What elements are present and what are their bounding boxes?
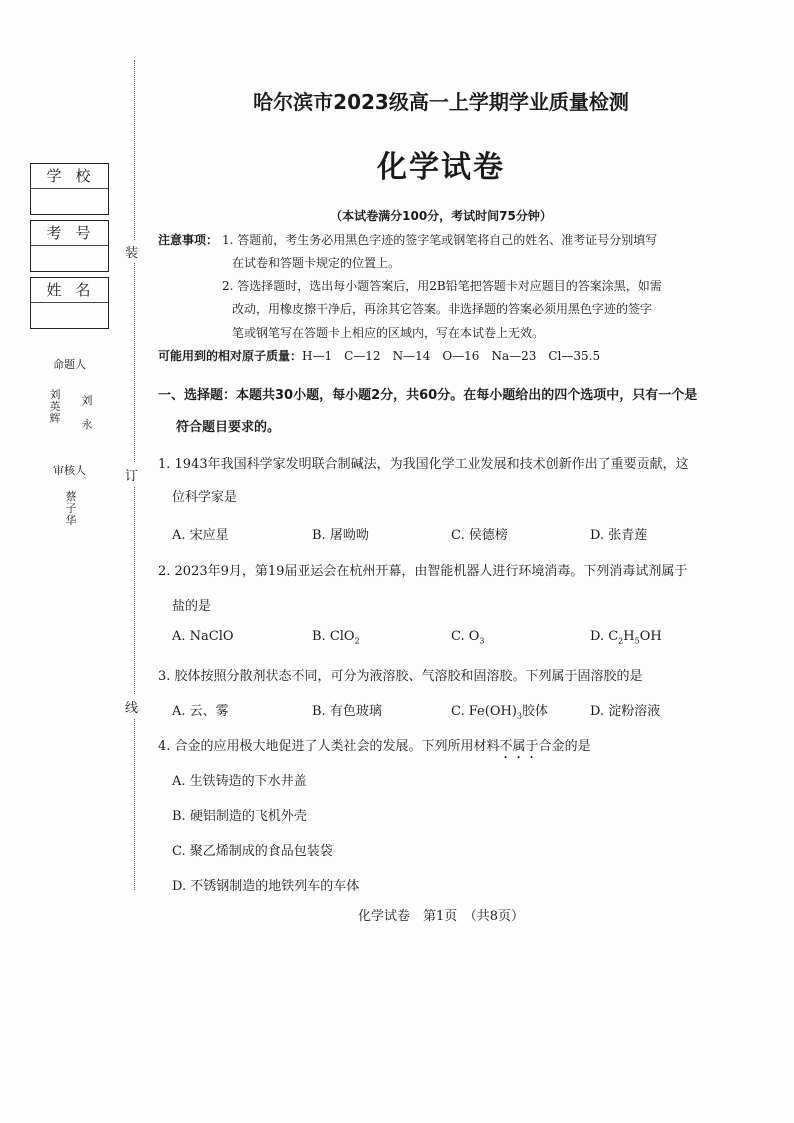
notice-item-1-line-2: 在试卷和答题卡规定的位置上。	[232, 256, 401, 270]
option-text: H	[623, 629, 635, 644]
option-text: C. O	[451, 629, 480, 644]
exam-info: （本试卷满分100分，考试时间75分钟）	[330, 209, 552, 223]
exam-title: 哈尔滨市2023级高一上学期学业质量检测	[253, 90, 629, 114]
notice-item-2-line-3: 笔或钢笔写在答题卡上相应的区域内，写在本试卷上无效。	[232, 326, 545, 340]
school-label: 学校	[31, 164, 108, 189]
option-text: B. ClO	[312, 629, 355, 644]
subscript: 5	[634, 636, 640, 646]
name-label: 姓名	[31, 278, 108, 303]
question-1-option-d: D. 张青莲	[590, 528, 648, 543]
question-4-option-a: A. 生铁铸造的下水井盖	[172, 774, 307, 789]
exam-number-field[interactable]	[30, 220, 109, 272]
question-4-option-c: C. 聚乙烯制成的食品包装袋	[172, 844, 333, 859]
option-text: 胶体	[521, 704, 548, 719]
question-4-option-b: B. 硬铝制造的飞机外壳	[172, 809, 307, 824]
stem-text: 4. 合金的应用极大地促进了人类社会的发展。下列所用材料	[158, 739, 500, 754]
question-3-option-d: D. 淀粉溶液	[590, 704, 661, 719]
option-text: OH	[639, 629, 662, 644]
question-1-option-b: B. 屠呦呦	[312, 528, 369, 543]
binding-mark-ding: 订	[125, 463, 138, 486]
question-4-option-d: D. 不锈钢制造的地铁列车的车体	[172, 879, 360, 894]
question-1-option-a: A. 宋应星	[172, 528, 229, 543]
name-field[interactable]	[30, 277, 109, 329]
subscript: 3	[516, 711, 522, 721]
atomic-mass	[158, 347, 600, 364]
binding-mark-zhuang: 装	[125, 240, 138, 263]
binding-mark-xian: 线	[125, 695, 138, 718]
question-3-option-a: A. 云、雾	[172, 704, 229, 719]
notice-item-1-line-1: 1. 答题前，考生务必用黑色字迹的签字笔或钢笔将自己的姓名、准考证号分别填写	[222, 233, 658, 247]
subject-title: 化学试卷	[377, 150, 505, 185]
atomic-mass-values: H—1 C—12 N—14 O—16 Na—23 Cl—35.5	[302, 349, 601, 363]
author-label: 命题人	[53, 358, 86, 371]
notice-item-2-line-2: 改动，用橡皮擦干净后，再涂其它答案。非选择题的答案必须用黑色字迹的签字	[232, 302, 653, 316]
question-2-stem-cont: 盐的是	[172, 599, 212, 614]
question-4-stem	[158, 735, 591, 762]
section-1-heading: 一、选择题：本题共30小题，每小题2分，共60分。在每小题给出的四个选项中，只有一个是	[158, 388, 698, 403]
notice-item-2-line-1: 2. 答选择题时，选出每小题答案后，用2B铅笔把答题卡对应题目的答案涂黑，如需	[222, 279, 662, 293]
question-1-stem: 1. 1943年我国科学家发明联合制碱法，为我国化学工业发展和技术创新作出了重要贡献，这	[158, 457, 689, 472]
page-footer: 化学试卷 第1页 （共8页）	[357, 909, 525, 924]
question-2-option-b	[312, 629, 360, 646]
notice-label: 注意事项：	[158, 233, 219, 247]
atomic-mass-label: 可能用到的相对原子质量：	[158, 349, 303, 363]
section-1-heading-cont: 符合题目要求的。	[176, 420, 281, 435]
option-text: D. C	[590, 629, 619, 644]
question-3-option-c	[451, 700, 548, 721]
reviewer-label: 审核人	[53, 464, 86, 477]
author-2: 刘 永	[81, 394, 93, 431]
subscript: 2	[354, 636, 360, 646]
question-2-stem: 2. 2023年9月，第19届亚运会在杭州开幕，由智能机器人进行环境消毒。下列消毒试剂属于	[158, 564, 688, 579]
question-1-stem-cont: 位科学家是	[172, 490, 238, 505]
question-1-option-c: C. 侯德榜	[451, 528, 508, 543]
question-3-option-b: B. 有色玻璃	[312, 704, 382, 719]
stem-emphasis: 不属于	[499, 739, 539, 754]
question-2-option-d	[590, 629, 662, 646]
question-3-stem: 3. 胶体按照分散剂状态不同，可分为液溶胶、气溶胶和固溶胶。下列属于固溶胶的是	[158, 669, 643, 684]
exam-number-label: 考号	[31, 221, 108, 246]
subscript: 3	[479, 636, 485, 646]
subscript: 2	[618, 636, 624, 646]
reviewer: 蔡子华	[65, 490, 77, 527]
question-2-option-c	[451, 629, 485, 646]
stem-text: 合金的是	[538, 739, 591, 754]
question-2-option-a: A. NaClO	[172, 629, 234, 644]
option-text: C. Fe(OH)	[451, 704, 517, 719]
author-1: 刘英辉	[49, 388, 61, 425]
